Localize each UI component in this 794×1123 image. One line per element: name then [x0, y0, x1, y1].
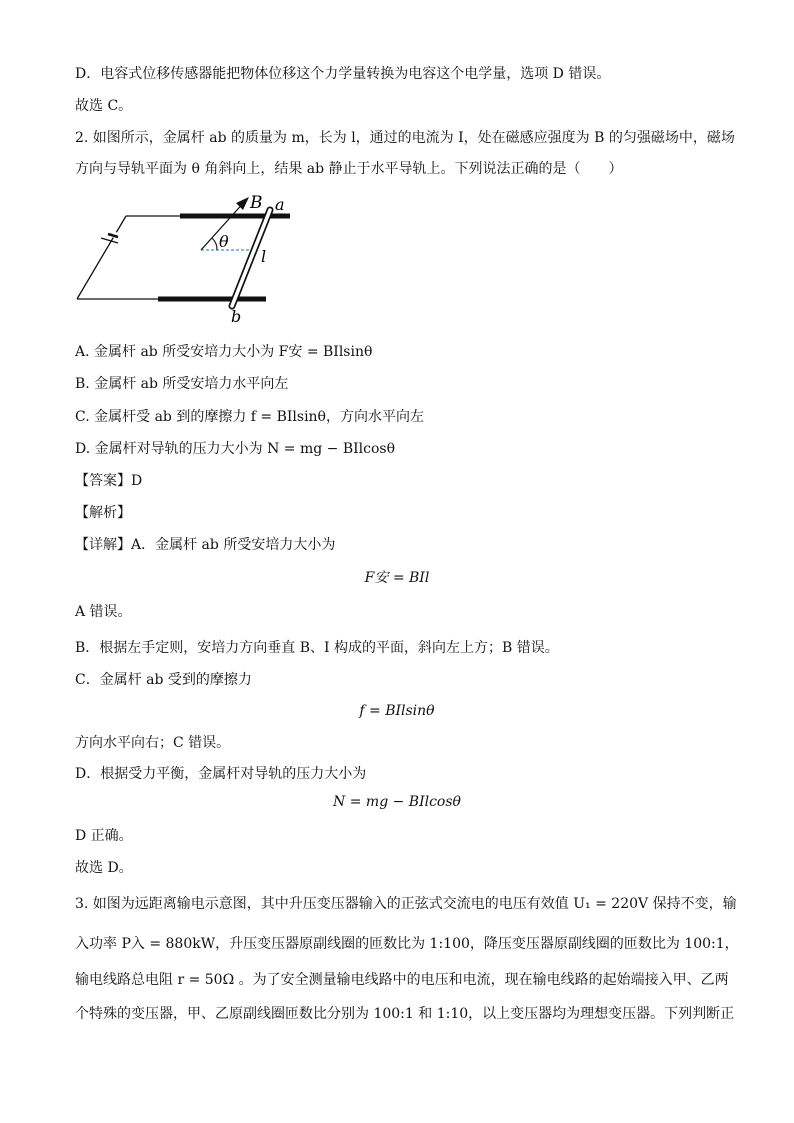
q2-detail-a: 【详解】A．金属杆 ab 所受安培力大小为: [75, 537, 336, 553]
q2-a-wrong: A 错误。: [75, 604, 132, 620]
circuit-wire-left: [77, 216, 126, 299]
q2-detail-b: B．根据左手定则，安培力方向垂直 B、I 构成的平面，斜向左上方；B 错误。: [75, 640, 559, 656]
label-b-field: B: [250, 193, 263, 213]
label-b: b: [231, 307, 242, 326]
q3-line-2: 入功率 P入 = 880kW，升压变压器原副线圈的匝数比为 1:100，降压变压器原副线圈的匝数比为 100:1，: [75, 936, 739, 952]
q2-c-after: 方向水平向右；C 错误。: [75, 735, 231, 751]
q2-answer: 【答案】D: [75, 473, 143, 489]
q2-d-correct: D 正确。: [75, 828, 133, 844]
label-a: a: [275, 195, 285, 214]
q2-detail-d: D．根据受力平衡，金属杆对导轨的压力大小为: [75, 766, 367, 782]
q2-conclusion: 故选 D。: [75, 860, 133, 876]
label-theta: θ: [219, 232, 229, 251]
prev-option-d: D．电容式位移传感器能把物体位移这个力学量转换为电容这个电学量，选项 D 错误。: [75, 66, 611, 82]
q2-option-c: C. 金属杆受 ab 到的摩擦力 f = BIlsinθ，方向水平向左: [75, 409, 424, 425]
q2-stem-line-1: 2. 如图所示，金属杆 ab 的质量为 m，长为 l，通过的电流为 I，处在磁感应强度为 B 的匀强磁场中，磁场: [75, 130, 735, 146]
q2-option-b: B. 金属杆 ab 所受安培力水平向左: [75, 376, 289, 392]
q2-detail-c: C．金属杆 ab 受到的摩擦力: [75, 672, 252, 688]
q2-option-d: D. 金属杆对导轨的压力大小为 N = mg − BIlcosθ: [75, 441, 396, 457]
q3-line-1: 3. 如图为远距离输电示意图，其中升压变压器输入的正弦式交流电的电压有效值 U₁ = 220V 保持不变，输: [75, 896, 737, 912]
q2-option-a: A. 金属杆 ab 所受安培力大小为 F安 = BIlsinθ: [75, 344, 373, 360]
prev-conclusion: 故选 C。: [75, 98, 133, 114]
q3-line-4: 个特殊的变压器，甲、乙原副线圈匝数比分别为 100:1 和 1:10，以上变压器均为理想变压器。下列判断正: [75, 1006, 735, 1022]
q2-figure: [70, 188, 310, 328]
q2-equation-3: N = mg − BIlcosθ: [333, 794, 461, 810]
theta-arc: [212, 238, 217, 250]
q3-line-3: 输电线路总电阻 r = 50Ω 。为了安全测量输电线路中的电压和电流，现在输电线路的起始端接入甲、乙两: [75, 972, 729, 988]
label-l: l: [261, 247, 267, 266]
q2-analysis-heading: 【解析】: [75, 505, 131, 521]
q2-stem-line-2: 方向与导轨平面为 θ 角斜向上，结果 ab 静止于水平导轨上。下列说法正确的是（ ）: [75, 161, 623, 177]
battery-long-plate: [101, 238, 118, 243]
q2-equation-1: F安 = BIl: [364, 570, 430, 586]
q2-equation-2: f = BIlsinθ: [359, 703, 435, 719]
